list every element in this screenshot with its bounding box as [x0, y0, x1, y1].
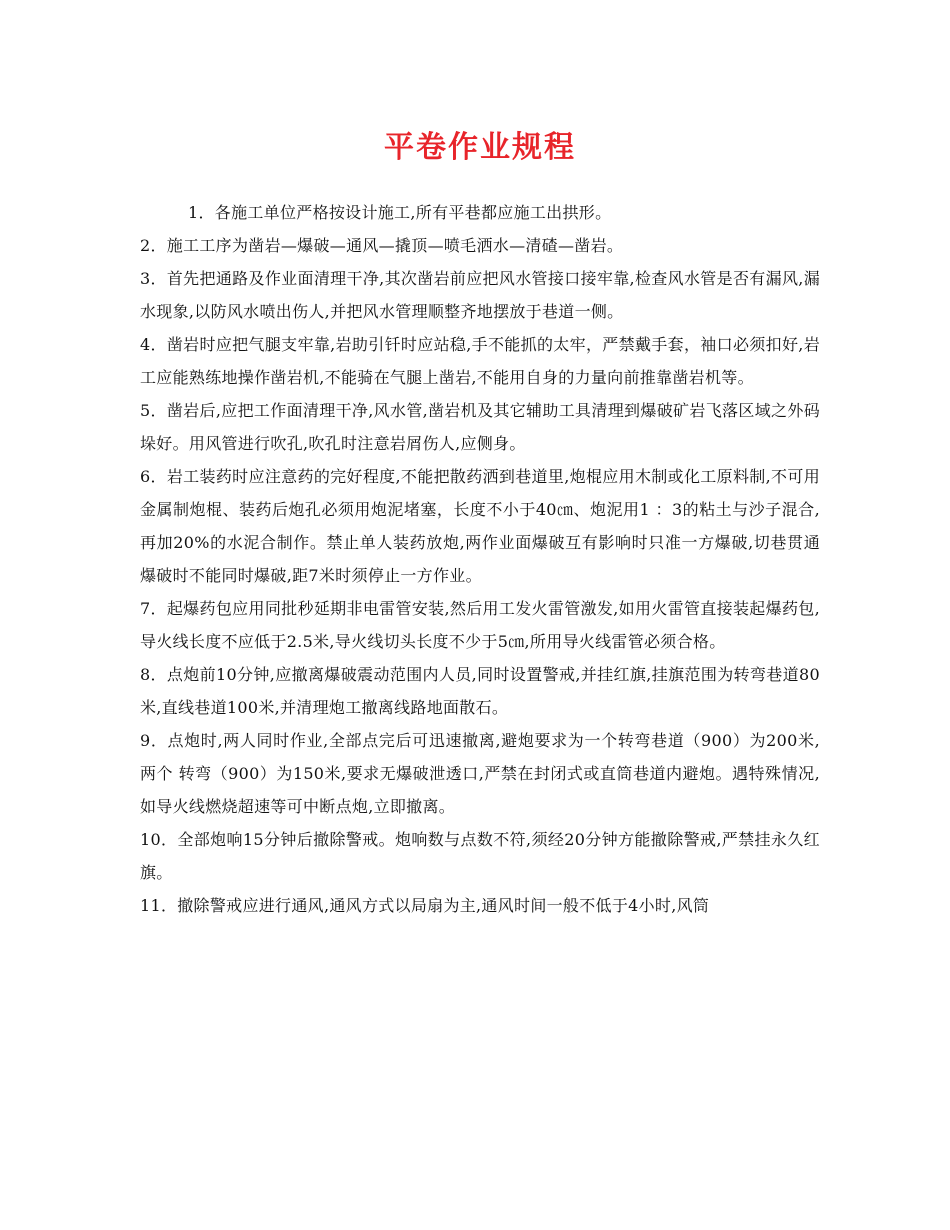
paragraph-4: 4．凿岩时应把气腿支牢靠,岩助引钎时应站稳,手不能抓的太牢，严禁戴手套，袖口必须扣好,岩工应能熟练地操作凿岩机,不能骑在气腿上凿岩,不能用自身的力量向前推靠凿岩机等。	[140, 335, 820, 387]
paragraph-5: 5．凿岩后,应把工作面清理干净,风水管,凿岩机及其它辅助工具清理到爆破矿岩飞落区域之外码垛好。用风管进行吹孔,吹孔时注意岩屑伤人,应侧身。	[140, 401, 820, 453]
paragraph-9: 9．点炮时,两人同时作业,全部点完后可迅速撤离,避炮要求为一个转弯巷道（900）为200米,两个 转弯（900）为150米,要求无爆破泄透口,严禁在封闭式或直筒巷道内避炮。遇特殊情况,如导火线燃烧超速等可中断点炮,立即撤离。	[140, 731, 820, 816]
paragraph-2: 2．施工工序为凿岩—爆破—通风—撬顶—喷毛洒水—清碴—凿岩。	[140, 236, 624, 255]
paragraph-7: 7．起爆药包应用同批秒延期非电雷管安装,然后用工发火雷管激发,如用火雷管直接装起爆药包,导火线长度不应低于2.5米,导火线切头长度不少于5㎝,所用导火线雷管必须合格。	[140, 599, 820, 651]
page-title: 平卷作业规程	[384, 130, 576, 165]
paragraph-3: 3．首先把通路及作业面清理干净,其次凿岩前应把风水管接口接牢靠,检查风水管是否有漏风,漏水现象,以防风水喷出伤人,并把风水管理顺整齐地摆放于巷道一侧。	[140, 269, 820, 321]
document-body	[140, 196, 820, 922]
paragraph-1: 1．各施工单位严格按设计施工,所有平巷都应施工出拱形。	[188, 203, 612, 222]
paragraph-11: 11．撤除警戒应进行通风,通风方式以局扇为主,通风时间一般不低于4小时,风筒	[140, 896, 710, 915]
paragraph-10: 10．全部炮响15分钟后撤除警戒。炮响数与点数不符,须经20分钟方能撤除警戒,严禁挂永久红旗。	[140, 830, 820, 882]
paragraph-6: 6．岩工装药时应注意药的完好程度,不能把散药洒到巷道里,炮棍应用木制或化工原料制,不可用金属制炮棍、装药后炮孔必须用炮泥堵塞，长度不小于40㎝、炮泥用1 ：3的粘土与沙子混合,再加20%的水泥合制作。禁止单人装药放炮,两作业面爆破互有影响时只准一方爆破,切巷贯通爆破时不能同时爆破,距7米时须停止一方作业。	[140, 467, 820, 585]
paragraph-8: 8．点炮前10分钟,应撤离爆破震动范围内人员,同时设置警戒,并挂红旗,挂旗范围为转弯巷道80米,直线巷道100米,并清理炮工撤离线路地面散石。	[140, 665, 820, 717]
